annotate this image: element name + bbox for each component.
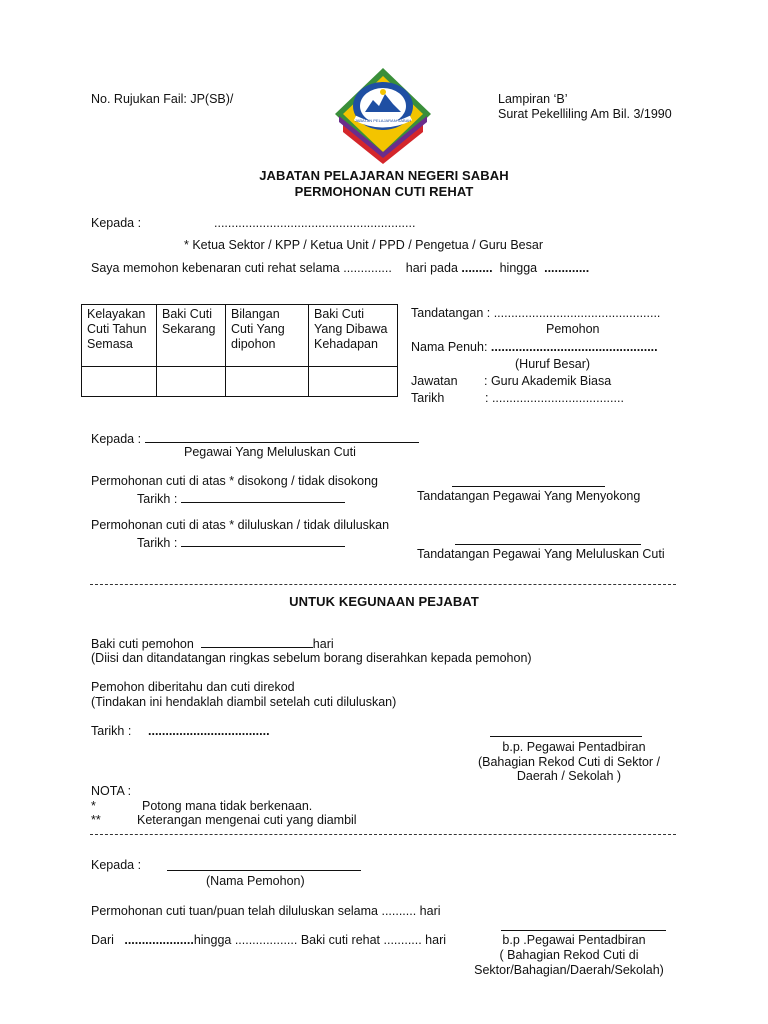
- section-divider: [90, 584, 676, 585]
- end-date-field[interactable]: .............: [544, 261, 590, 275]
- table-cell[interactable]: [157, 367, 226, 397]
- notified-text: Pemohon diberitahu dan cuti direkod: [91, 680, 295, 694]
- office-use-heading: UNTUK KEGUNAAN PEJABAT: [289, 594, 479, 609]
- office-date-label: Tarikh :: [91, 724, 132, 738]
- slip-officer: b.p .Pegawai Pentadbiran: [502, 933, 646, 947]
- balance-line[interactable]: [201, 635, 313, 648]
- department-logo: [331, 66, 435, 164]
- circular-reference: Surat Pekelliling Am Bil. 3/1990: [498, 107, 672, 121]
- capital-letters-note: (Huruf Besar): [515, 357, 591, 371]
- office-date-field[interactable]: ...................................: [148, 724, 270, 738]
- department-title: JABATAN PELAJARAN NEGERI SABAH: [259, 168, 509, 183]
- note-1-text: Potong mana tidak berkenaan.: [142, 799, 313, 813]
- balance-unit: hari: [312, 637, 334, 651]
- approve-signature-caption: Tandatangan Pegawai Yang Meluluskan Cuti: [417, 547, 665, 561]
- notified-note: (Tindakan ini hendaklah diambil setelah cuti diluluskan): [91, 695, 397, 709]
- applicant-caption: Pemohon: [546, 322, 600, 336]
- support-date-label: Tarikh :: [137, 492, 178, 506]
- approve-date-line[interactable]: [181, 534, 345, 547]
- position-label: Jawatan: [411, 374, 458, 388]
- full-name-row: [411, 340, 658, 355]
- leave-request-sentence: [91, 261, 589, 276]
- full-name-field[interactable]: ................................................: [490, 340, 658, 354]
- office-records-line2: Daerah / Sekolah ): [516, 769, 622, 783]
- end-date-label: hingga: [499, 261, 538, 275]
- slip-divider: [90, 834, 676, 835]
- kepada-field[interactable]: ..........................................................: [214, 216, 416, 230]
- approver-caption: Pegawai Yang Meluluskan Cuti: [184, 445, 356, 459]
- table-header: Baki Cuti Sekarang: [157, 305, 226, 367]
- note-2-mark: **: [91, 813, 101, 827]
- approve-statement: Permohonan cuti di atas * diluluskan / tidak diluluskan: [91, 518, 390, 532]
- approve-date: [137, 534, 345, 551]
- note-1-mark: *: [91, 799, 96, 813]
- table-cell[interactable]: [82, 367, 157, 397]
- table-header: Bilangan Cuti Yang dipohon: [226, 305, 309, 367]
- svg-text:JABATAN PELAJARAN SABAH: JABATAN PELAJARAN SABAH: [354, 118, 412, 123]
- attachment-label: Lampiran ‘B’: [498, 92, 568, 106]
- table-header: Kelayakan Cuti Tahun Semasa: [82, 305, 157, 367]
- slip-from-label: Dari: [91, 933, 114, 947]
- support-signature-caption: Tandatangan Pegawai Yang Menyokong: [417, 489, 641, 503]
- slip-records-line1: ( Bahagian Rekod Cuti di: [499, 948, 639, 962]
- slip-from-field[interactable]: ....................: [124, 933, 194, 947]
- kepada-label: Kepada :: [91, 216, 142, 230]
- slip-name-line[interactable]: [167, 858, 361, 875]
- date-label: Tarikh: [411, 391, 445, 405]
- recipient-options: * Ketua Sektor / KPP / Ketua Unit / PPD / Pengetua / Guru Besar: [184, 238, 543, 252]
- approver-kepada-label: Kepada :: [91, 432, 142, 446]
- date-field[interactable]: : ......................................: [485, 391, 624, 405]
- nota-label: NOTA :: [91, 784, 132, 798]
- slip-records-line2: Sektor/Bahagian/Daerah/Sekolah): [474, 963, 664, 977]
- start-date-label: hari pada: [405, 261, 458, 275]
- slip-dates-row: [91, 933, 446, 948]
- position-value: : Guru Akademik Biasa: [484, 374, 612, 388]
- note-2-text: Keterangan mengenai cuti yang diambil: [137, 813, 357, 827]
- approver-name-line[interactable]: [145, 430, 419, 443]
- balance-note: (Diisi dan ditandatangan ringkas sebelum borang diserahkan kepada pemohon): [91, 651, 532, 665]
- table-cell[interactable]: [309, 367, 398, 397]
- form-title: PERMOHONAN CUTI REHAT: [294, 184, 474, 199]
- slip-to-field[interactable]: hingga ..................: [193, 933, 298, 947]
- approve-date-label: Tarikh :: [137, 536, 178, 550]
- table-header: Baki Cuti Yang Dibawa Kehadapan: [309, 305, 398, 367]
- office-records-line1: (Bahagian Rekod Cuti di Sektor /: [477, 755, 661, 769]
- balance-row: [91, 635, 334, 652]
- balance-label: Baki cuti pemohon: [91, 637, 194, 651]
- table-cell[interactable]: [226, 367, 309, 397]
- support-date: [137, 490, 345, 507]
- slip-name-caption: (Nama Pemohon): [206, 874, 305, 888]
- support-date-line[interactable]: [181, 490, 345, 503]
- start-date-field[interactable]: .........: [461, 261, 493, 275]
- file-reference: No. Rujukan Fail: JP(SB)/: [91, 92, 234, 106]
- slip-approved-statement: Permohonan cuti tuan/puan telah diluluskan selama .......... hari: [91, 904, 441, 918]
- leave-days-text[interactable]: Saya memohon kebenaran cuti rehat selama ..............: [91, 261, 392, 275]
- slip-kepada-label: Kepada :: [91, 858, 142, 872]
- leave-quota-table: [81, 304, 398, 397]
- office-officer: b.p. Pegawai Pentadbiran: [502, 740, 646, 754]
- full-name-label: Nama Penuh:: [411, 340, 488, 354]
- slip-balance-field[interactable]: Baki cuti rehat ........... hari: [300, 933, 447, 947]
- applicant-signature-field[interactable]: Tandatangan : ................................................: [411, 306, 661, 320]
- office-signature-line[interactable]: [490, 724, 642, 741]
- support-statement: Permohonan cuti di atas * disokong / tidak disokong: [91, 474, 378, 488]
